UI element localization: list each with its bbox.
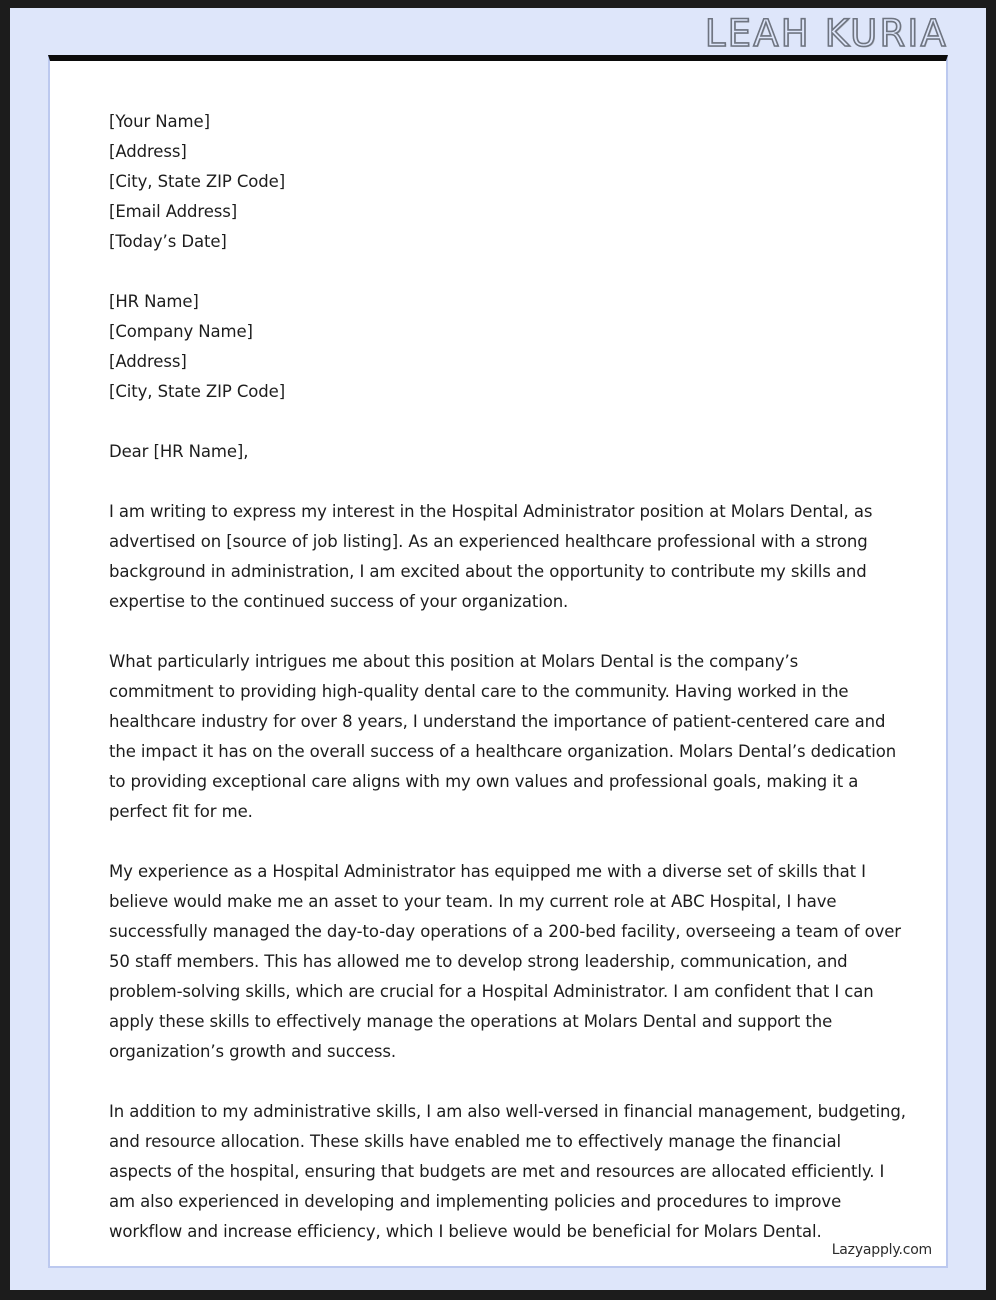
letterhead-name: LEAH KURIA: [704, 12, 948, 55]
recipient-line: [Address]: [109, 352, 187, 371]
recipient-line: [HR Name]: [109, 292, 199, 311]
letterhead-band: [10, 8, 986, 55]
sender-address-block: [109, 107, 906, 257]
recipient-address-block: [109, 287, 906, 407]
letter-page: [48, 55, 948, 1268]
spacer: [109, 257, 906, 287]
spacer: [109, 1067, 906, 1097]
salutation: Dear [HR Name],: [109, 442, 249, 461]
sender-line: [Address]: [109, 142, 187, 161]
spacer: [109, 407, 906, 437]
sender-line: [Today’s Date]: [109, 232, 227, 251]
spacer: [109, 467, 906, 497]
body-paragraph: My experience as a Hospital Administrator has equipped me with a diverse set of skills that I believe would make me an asset to your team. In my current role at ABC Hospital, I have successfully managed the day-to-day operations of a 200-bed facility, overseeing a team of over 50 staff members. This has allowed me to develop strong leadership, communication, and problem-solving skills, which are crucial for a Hospital Administrator. I am confident that I can apply these skills to effectively manage the operations at Molars Dental and support the organization’s growth and success.: [109, 862, 901, 1061]
body-paragraph: In addition to my administrative skills, I am also well-versed in financial management, budgeting, and resource allocation. These skills have enabled me to effectively manage the financial aspects of the hospital, ensuring that budgets are met and resources are allocated efficiently. I am also experienced in developing and implementing policies and procedures to improve workflow and increase efficiency, which I believe would be beneficial for Molars Dental.: [109, 1102, 906, 1241]
recipient-line: [City, State ZIP Code]: [109, 382, 286, 401]
sender-line: [Your Name]: [109, 112, 210, 131]
letter-body: [50, 61, 946, 1247]
watermark-label: Lazyapply.com: [831, 1242, 932, 1258]
body-paragraph: I am writing to express my interest in the Hospital Administrator position at Molars Dental, as advertised on [source of job listing]. As an experienced healthcare professional with a strong background in administration, I am excited about the opportunity to contribute my skills and expertise to the continued success of your organization.: [109, 502, 873, 611]
recipient-line: [Company Name]: [109, 322, 253, 341]
body-paragraph: What particularly intrigues me about this position at Molars Dental is the company’s commitment to providing high-quality dental care to the community. Having worked in the healthcare industry for over 8 years, I understand the importance of patient-centered care and the impact it has on the overall success of a healthcare organization. Molars Dental’s dedication to providing exceptional care aligns with my own values and professional goals, making it a perfect fit for me.: [109, 652, 897, 821]
spacer: [109, 827, 906, 857]
sender-line: [City, State ZIP Code]: [109, 172, 286, 191]
spacer: [109, 617, 906, 647]
sender-line: [Email Address]: [109, 202, 238, 221]
document-canvas: [10, 8, 986, 1290]
